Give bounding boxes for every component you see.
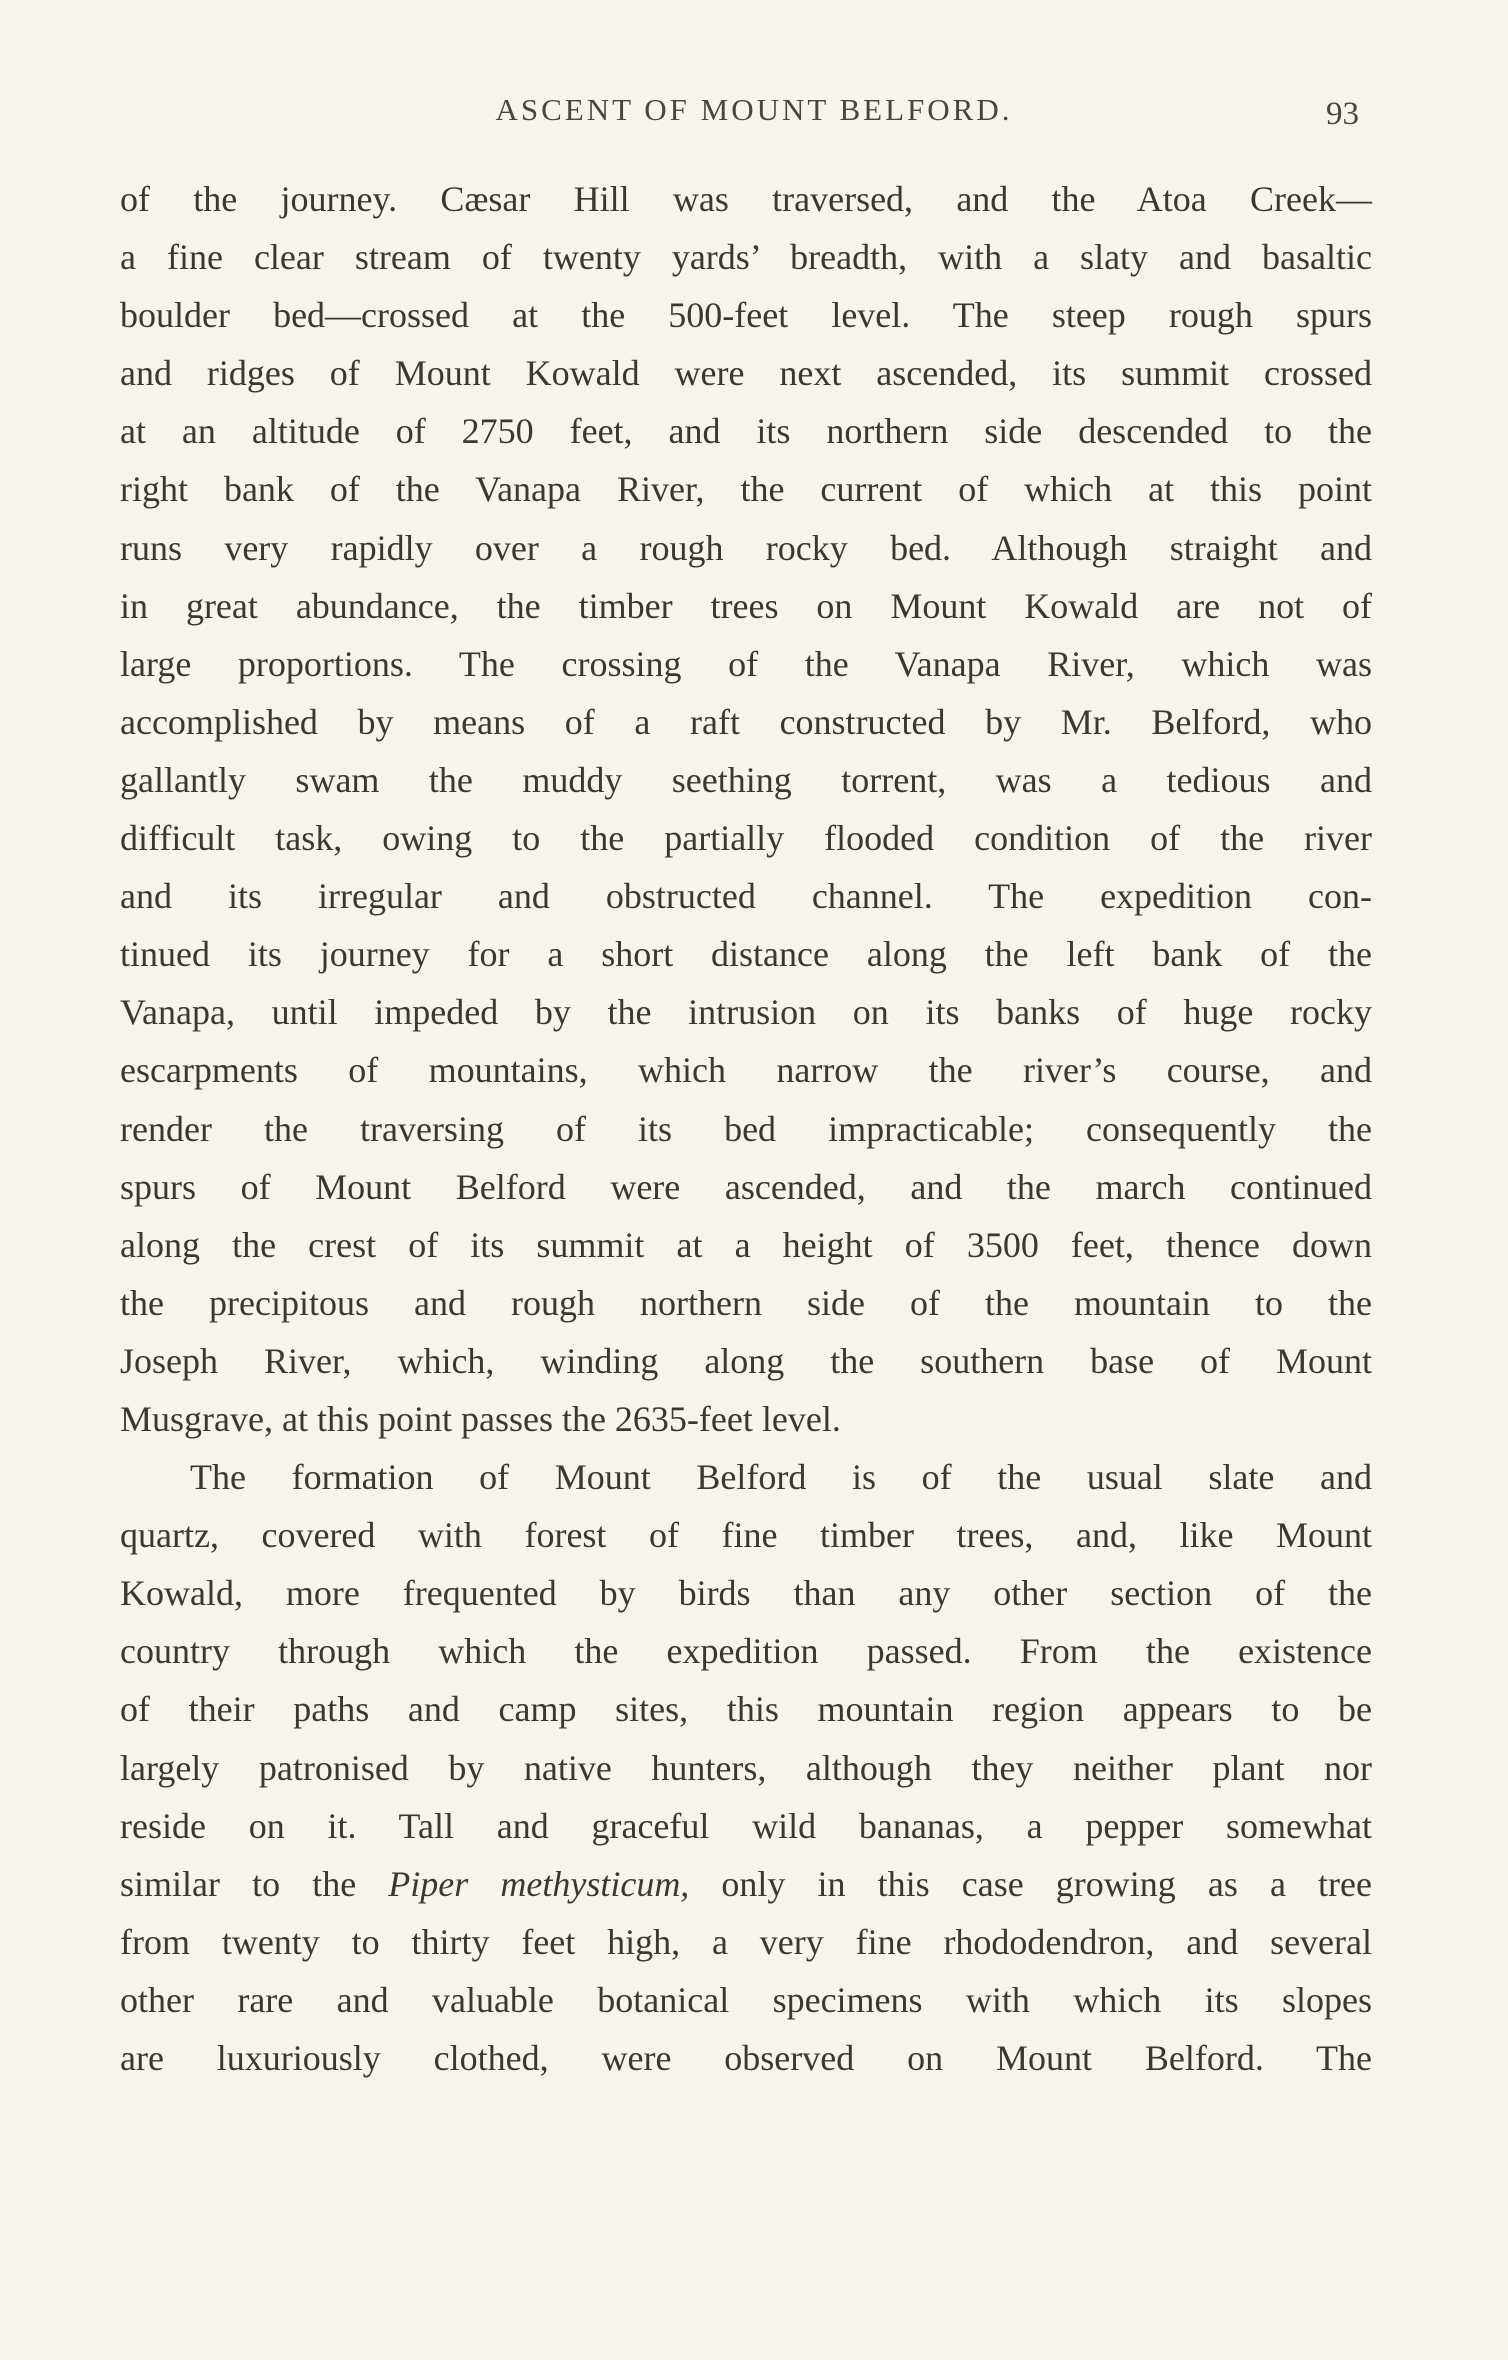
species-name-italic: Piper methysticum, bbox=[388, 1863, 690, 1904]
line-end: only in this case growing as a tree bbox=[689, 1863, 1372, 1904]
text-line: and its irregular and obstructed channel. The expedition con- bbox=[120, 876, 1372, 917]
running-title: ASCENT OF MOUNT BELFORD. bbox=[495, 92, 1013, 127]
text-line: are luxuriously clothed, were observed on Mount Belford. The bbox=[120, 2038, 1372, 2078]
text-line: quartz, covered with forest of fine timber trees, and, like Mount bbox=[120, 1515, 1372, 1556]
text-line: a fine clear stream of twenty yards’ breadth, with a slaty and basaltic bbox=[120, 237, 1372, 278]
text-line: render the traversing of its bed impracticable; consequently the bbox=[120, 1108, 1372, 1149]
line-start: similar to the bbox=[120, 1863, 389, 1904]
text-line: reside on it. Tall and graceful wild bananas, a pepper somewhat bbox=[120, 1805, 1372, 1846]
text-line: runs very rapidly over a rough rocky bed. Although straight and bbox=[120, 527, 1372, 568]
text-line: Joseph River, which, winding along the southern base of Mount bbox=[120, 1340, 1372, 1381]
text-line: large proportions. The crossing of the Vanapa River, which was bbox=[120, 643, 1372, 684]
text-line: gallantly swam the muddy seething torrent, was a tedious and bbox=[120, 759, 1372, 800]
text-line: Kowald, more frequented by birds than any other section of the bbox=[120, 1573, 1372, 1614]
text-line: and ridges of Mount Kowald were next ascended, its summit crossed bbox=[120, 353, 1372, 394]
text-line: along the crest of its summit at a height of 3500 feet, thence down bbox=[120, 1224, 1372, 1265]
paragraph-start-line: The formation of Mount Belford is of the usual slate and bbox=[190, 1457, 1372, 1498]
text-line: difficult task, owing to the partially flooded condition of the river bbox=[120, 818, 1372, 859]
text-line: tinued its journey for a short distance along the left bank of the bbox=[120, 934, 1372, 975]
text-line: accomplished by means of a raft constructed by Mr. Belford, who bbox=[120, 701, 1372, 742]
text-line: of their paths and camp sites, this mountain region appears to be bbox=[120, 1689, 1372, 1730]
text-line: Vanapa, until impeded by the intrusion on its banks of huge rocky bbox=[120, 992, 1372, 1033]
text-line: country through which the expedition passed. From the existence bbox=[120, 1631, 1372, 1672]
text-line: boulder bed—crossed at the 500-feet level. The steep rough spurs bbox=[120, 295, 1372, 336]
text-line: spurs of Mount Belford were ascended, and the march continued bbox=[120, 1166, 1372, 1207]
text-line: the precipitous and rough northern side of the mountain to the bbox=[120, 1282, 1372, 1323]
text-line: from twenty to thirty feet high, a very fine rhododendron, and several bbox=[120, 1921, 1372, 1962]
text-line-with-italic bbox=[120, 1855, 1372, 1913]
running-head bbox=[0, 92, 1508, 142]
text-line: other rare and valuable botanical specimens with which its slopes bbox=[120, 1979, 1372, 2020]
text-line: largely patronised by native hunters, although they neither plant nor bbox=[120, 1747, 1372, 1788]
text-line: of the journey. Cæsar Hill was traversed, and the Atoa Creek— bbox=[120, 179, 1372, 219]
text-line: at an altitude of 2750 feet, and its northern side descended to the bbox=[120, 411, 1372, 452]
text-line: in great abundance, the timber trees on Mount Kowald are not of bbox=[120, 585, 1372, 626]
paragraph-end-line: Musgrave, at this point passes the 2635-feet level. bbox=[120, 1398, 841, 1439]
page-number: 93 bbox=[1326, 96, 1359, 132]
text-line: escarpments of mountains, which narrow the river’s course, and bbox=[120, 1050, 1372, 1091]
body-text bbox=[120, 170, 1372, 2087]
text-line: right bank of the Vanapa River, the current of which at this point bbox=[120, 469, 1372, 510]
